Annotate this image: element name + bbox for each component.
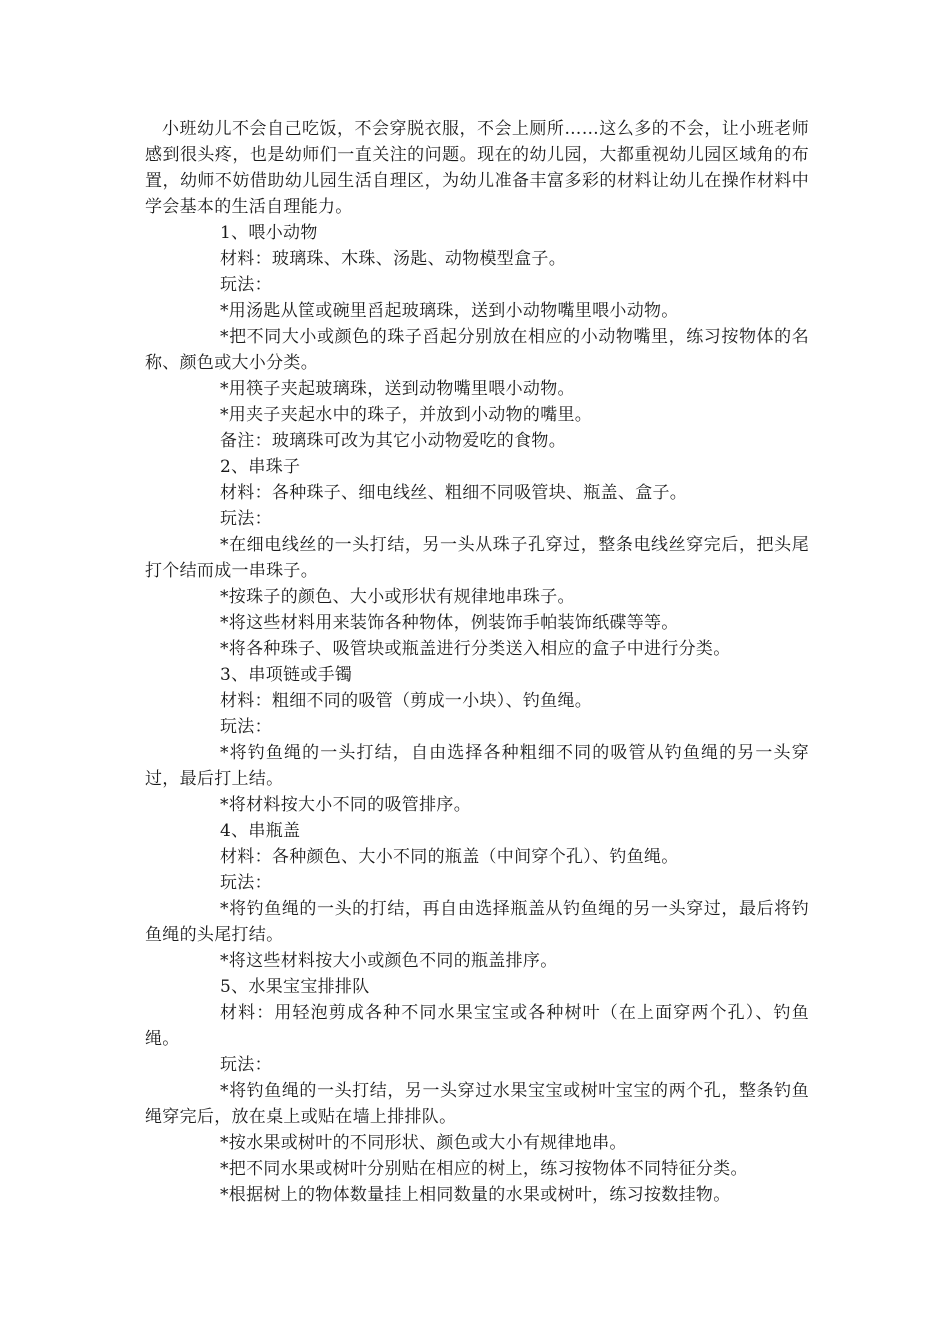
play-item: *把不同大小或颜色的珠子舀起分别放在相应的小动物嘴里，练习按物体的名称、颜色或大小分类。 (145, 327, 809, 373)
play-item: *按水果或树叶的不同形状、颜色或大小有规律地串。 (220, 1133, 627, 1153)
materials-line: 材料：各种颜色、大小不同的瓶盖（中间穿个孔）、钓鱼绳。 (220, 847, 679, 867)
play-item: *将钓鱼绳的一头打结，另一头穿过水果宝宝或树叶宝宝的两个孔，整条钓鱼绳穿完后，放在桌上或贴在墙上排排队。 (145, 1081, 809, 1127)
play-item: *将各种珠子、吸管块或瓶盖进行分类送入相应的盒子中进行分类。 (220, 639, 731, 659)
note-line: 备注：玻璃珠可改为其它小动物爱吃的食物。 (220, 431, 566, 451)
section-title: 1、喂小动物 (220, 223, 318, 243)
play-item: *按珠子的颜色、大小或形状有规律地串珠子。 (220, 587, 575, 607)
materials-line: 材料：粗细不同的吸管（剪成一小块）、钓鱼绳。 (220, 691, 593, 711)
play-item: *用夹子夹起水中的珠子，并放到小动物的嘴里。 (220, 405, 593, 425)
play-item: *根据树上的物体数量挂上相同数量的水果或树叶，练习按数挂物。 (220, 1185, 731, 1205)
intro-paragraph: 小班幼儿不会自己吃饭，不会穿脱衣服，不会上厕所……这么多的不会，让小班老师感到很头疼，也是幼师们一直关注的问题。现在的幼儿园，大都重视幼儿园区域角的布置，幼师不妨借助幼儿园生活自理区，为幼儿准备丰富多彩的材料让幼儿在操作材料中学会基本的生活自理能力。 (145, 119, 809, 217)
section-title: 3、串项链或手镯 (220, 665, 353, 685)
document-page (145, 116, 809, 1208)
section-title: 5、水果宝宝排排队 (220, 977, 370, 997)
play-label: 玩法： (220, 275, 272, 295)
play-item: *将钓鱼绳的一头的打结，再自由选择瓶盖从钓鱼绳的另一头穿过，最后将钓鱼绳的头尾打结。 (145, 899, 809, 945)
play-item: *将这些材料用来装饰各种物体，例装饰手帕装饰纸碟等等。 (220, 613, 679, 633)
play-item: *把不同水果或树叶分别贴在相应的树上，练习按物体不同特征分类。 (220, 1159, 748, 1179)
play-label: 玩法： (220, 509, 272, 529)
play-label: 玩法： (220, 717, 272, 737)
play-item: *将这些材料按大小或颜色不同的瓶盖排序。 (220, 951, 558, 971)
section-title: 2、串珠子 (220, 457, 301, 477)
section-title: 4、串瓶盖 (220, 821, 301, 841)
play-item: *将钓鱼绳的一头打结，自由选择各种粗细不同的吸管从钓鱼绳的另一头穿过，最后打上结。 (145, 743, 809, 789)
play-item: *用筷子夹起玻璃珠，送到动物嘴里喂小动物。 (220, 379, 575, 399)
play-label: 玩法： (220, 873, 272, 893)
play-item: *在细电线丝的一头打结，另一头从珠子孔穿过，整条电线丝穿完后，把头尾打个结而成一串珠子。 (145, 535, 809, 581)
materials-line: 材料：各种珠子、细电线丝、粗细不同吸管块、瓶盖、盒子。 (220, 483, 688, 503)
play-item: *将材料按大小不同的吸管排序。 (220, 795, 471, 815)
materials-line: 材料：用轻泡剪成各种不同水果宝宝或各种树叶（在上面穿两个孔）、钓鱼绳。 (145, 1003, 809, 1049)
play-item: *用汤匙从筐或碗里舀起玻璃珠，送到小动物嘴里喂小动物。 (220, 301, 679, 321)
play-label: 玩法： (220, 1055, 272, 1075)
materials-line: 材料：玻璃珠、木珠、汤匙、动物模型盒子。 (220, 249, 566, 269)
